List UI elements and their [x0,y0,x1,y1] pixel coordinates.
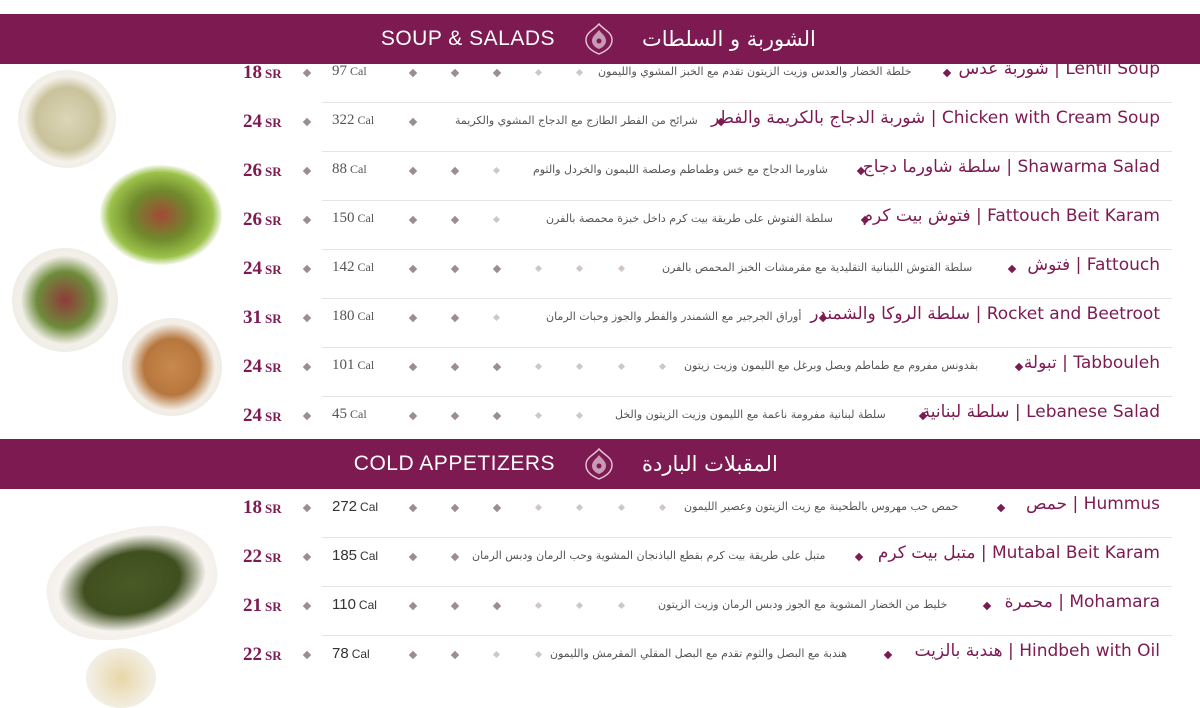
section-header-cold-appetizers [0,439,1200,489]
price: 18 SR [243,62,282,83]
item-description: سلطة الفتوش على طريقة بيت كرم داخل خبزة محمصة بالفرن [546,212,833,225]
price: 26 SR [243,209,282,230]
menu-item [0,489,1200,538]
diamond-separator-icon [303,118,311,126]
item-title: شوربة عدس | Lentil Soup [958,59,1160,79]
menu-item [0,152,1200,201]
diamond-separator-icon [451,69,459,77]
diamond-separator-icon [451,412,459,420]
diamond-separator-icon [303,314,311,322]
price: 22 SR [243,644,282,665]
diamond-separator-icon [535,504,542,511]
item-title: سلطة شاورما دجاج | Shawarma Salad [862,157,1160,177]
diamond-separator-icon [451,553,459,561]
item-description: بقدونس مفروم مع طماطم وبصل وبرغل مع الليمون وزيت زيتون [684,359,979,372]
diamond-separator-icon [409,216,417,224]
item-title: متبل بيت كرم | Mutabal Beit Karam [877,543,1160,563]
diamond-separator-icon [983,602,991,610]
diamond-separator-icon [576,363,583,370]
diamond-separator-icon [576,69,583,76]
diamond-separator-icon [659,363,666,370]
calories: 97 Cal [332,63,367,79]
price: 21 SR [243,595,282,616]
section-title-ar: الشوربة و السلطات [642,27,816,51]
diamond-separator-icon [451,363,459,371]
diamond-separator-icon [493,69,501,77]
diamond-separator-icon [493,504,501,512]
diamond-separator-icon [997,504,1005,512]
diamond-separator-icon [855,553,863,561]
price: 24 SR [243,111,282,132]
diamond-separator-icon [493,602,501,610]
item-description: هندبة مع البصل والثوم تقدم مع البصل المقلي المقرمش والليمون [550,647,848,660]
diamond-separator-icon [409,265,417,273]
item-title: سلطة لبنانية | Lebanese Salad [921,402,1160,422]
item-title: شوربة الدجاج بالكريمة والفطر | Chicken with Cream Soup [710,108,1160,128]
calories: 272 Cal [332,498,379,515]
price: 26 SR [243,160,282,181]
item-description: خليط من الخضار المشوية مع الجوز ودبس الرمان وزيت الزيتون [658,598,948,611]
price: 31 SR [243,307,282,328]
diamond-separator-icon [493,265,501,273]
diamond-separator-icon [409,602,417,610]
diamond-separator-icon [409,363,417,371]
price: 22 SR [243,546,282,567]
menu-item [0,201,1200,250]
item-title: حمص | Hummus [1025,494,1160,514]
menu-item [0,348,1200,397]
ornament-emblem-icon [582,447,616,481]
item-title: هندبة بالزيت | Hindbeh with Oil [914,641,1160,661]
diamond-separator-icon [535,265,542,272]
diamond-separator-icon [884,651,892,659]
diamond-separator-icon [576,265,583,272]
diamond-separator-icon [451,504,459,512]
diamond-separator-icon [451,651,459,659]
menu-item [0,103,1200,152]
diamond-separator-icon [535,363,542,370]
item-description: سلطة لبنانية مفرومة ناعمة مع الليمون وزيت الزيتون والخل [615,408,886,421]
calories: 142 Cal [332,259,375,275]
diamond-separator-icon [303,504,311,512]
ornament-emblem-icon [582,22,616,56]
diamond-separator-icon [303,412,311,420]
diamond-separator-icon [1008,265,1016,273]
diamond-separator-icon [451,216,459,224]
item-description: خلطة الخضار والعدس وزيت الزيتون تقدم مع الخبز المشوي والليمون [598,65,912,78]
diamond-separator-icon [303,553,311,561]
item-description: شاورما الدجاج مع خس وطماطم وصلصة الليمون والخردل والثوم [533,163,828,176]
diamond-separator-icon [451,167,459,175]
diamond-separator-icon [409,69,417,77]
calories: 185 Cal [332,547,379,564]
diamond-separator-icon [409,504,417,512]
diamond-separator-icon [576,412,583,419]
diamond-separator-icon [618,602,625,609]
price: 24 SR [243,258,282,279]
diamond-separator-icon [409,553,417,561]
section-title-ar: المقبلات الباردة [642,452,778,476]
diamond-separator-icon [409,118,417,126]
diamond-separator-icon [493,314,500,321]
diamond-separator-icon [493,363,501,371]
diamond-separator-icon [943,69,951,77]
diamond-separator-icon [303,602,311,610]
item-description: سلطة الفتوش اللبنانية التقليدية مع مقرمشات الخبز المحمص بالفرن [662,261,973,274]
diamond-separator-icon [493,167,500,174]
diamond-separator-icon [535,412,542,419]
diamond-separator-icon [493,412,501,420]
diamond-separator-icon [409,651,417,659]
calories: 88 Cal [332,161,367,177]
diamond-separator-icon [303,363,311,371]
diamond-separator-icon [303,69,311,77]
diamond-separator-icon [451,265,459,273]
item-description: متبل على طريقة بيت كرم بقطع الباذنجان المشوية وحب الرمان ودبس الرمان [472,549,826,562]
price: 24 SR [243,405,282,426]
menu-item [0,538,1200,587]
diamond-separator-icon [451,314,459,322]
diamond-separator-icon [618,265,625,272]
diamond-separator-icon [618,504,625,511]
calories: 78 Cal [332,645,370,662]
diamond-separator-icon [409,412,417,420]
diamond-separator-icon [618,363,625,370]
item-description: حمص حب مهروس بالطحينة مع زيت الزيتون وعصير الليمون [684,500,959,513]
section-title-en: COLD APPETIZERS [353,452,555,475]
item-description: شرائح من الفطر الطازج مع الدجاج المشوي والكريمة [455,114,698,127]
calories: 180 Cal [332,308,375,324]
price: 18 SR [243,497,282,518]
diamond-separator-icon [535,651,542,658]
calories: 150 Cal [332,210,375,226]
diamond-separator-icon [493,216,500,223]
diamond-separator-icon [409,314,417,322]
item-title: محمرة | Mohamara [1004,592,1160,612]
calories: 101 Cal [332,357,375,373]
item-description: أوراق الجرجير مع الشمندر والفطر والجوز وحبات الرمان [546,310,802,323]
calories: 110 Cal [332,596,377,613]
calories: 322 Cal [332,112,375,128]
price: 24 SR [243,356,282,377]
diamond-separator-icon [535,69,542,76]
item-title: تبولة | Tabbouleh [1023,353,1160,373]
calories: 45 Cal [332,406,367,422]
menu-item [0,250,1200,299]
diamond-separator-icon [303,651,311,659]
diamond-separator-icon [576,602,583,609]
item-title: فتوش | Fattouch [1027,255,1160,275]
item-title: فتوش بيت كرم | Fattouch Beit Karam [862,206,1160,226]
menu-item [0,636,1200,685]
menu-item [0,54,1200,103]
section-title-en: SOUP & SALADS [380,27,555,50]
diamond-separator-icon [409,167,417,175]
menu-item [0,587,1200,636]
diamond-separator-icon [659,504,666,511]
diamond-separator-icon [451,602,459,610]
diamond-separator-icon [303,265,311,273]
diamond-separator-icon [493,651,500,658]
item-title: سلطة الروكا والشمندر | Rocket and Beetroot [810,304,1160,324]
diamond-separator-icon [303,216,311,224]
menu-item [0,299,1200,348]
diamond-separator-icon [576,504,583,511]
diamond-separator-icon [1015,363,1023,371]
diamond-separator-icon [303,167,311,175]
diamond-separator-icon [535,602,542,609]
